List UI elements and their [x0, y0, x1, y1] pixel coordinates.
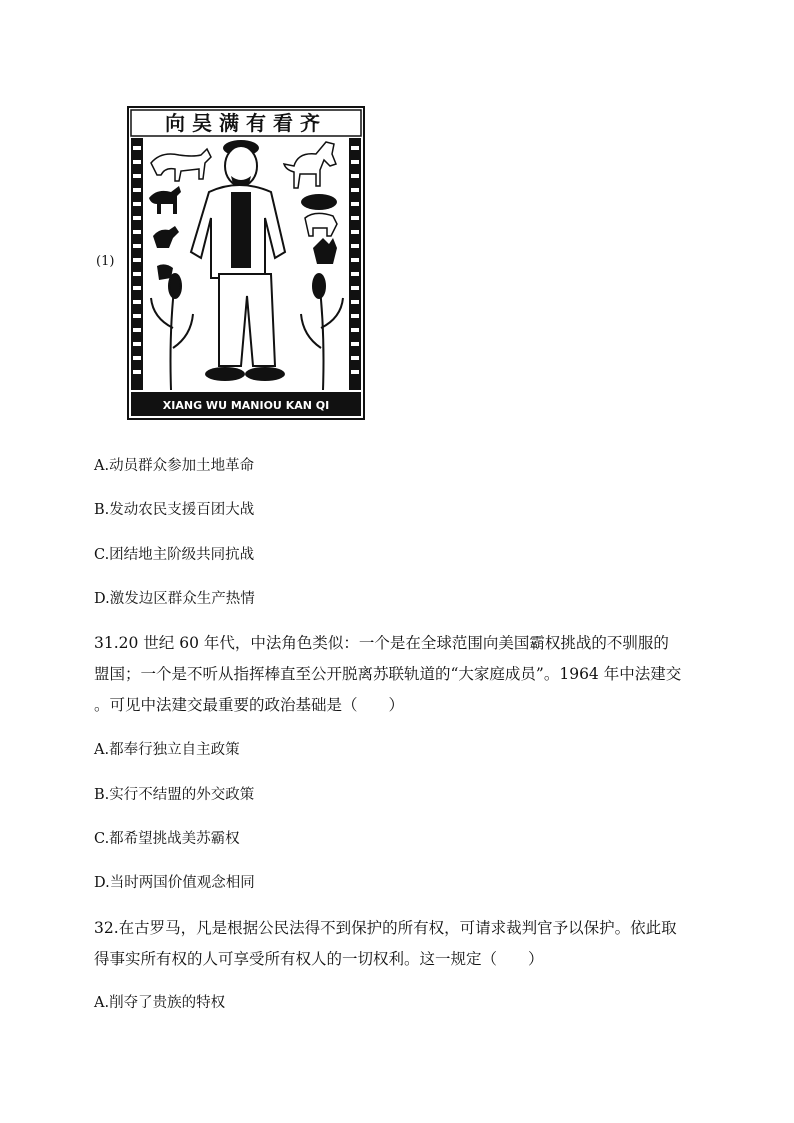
- q30-option-b: B.发动农民支援百团大战: [94, 502, 255, 518]
- q32-stem-line-2: 得事实所有权的人可享受所有权人的一切权利。这一规定（ ）: [94, 950, 544, 968]
- q32-option-a: A.削夺了贵族的特权: [94, 995, 226, 1011]
- figure-label: (1): [96, 254, 115, 269]
- propaganda-poster-image: [127, 106, 365, 420]
- poster-title: 向吴满有看齐: [165, 111, 327, 135]
- q32-stem-line-1: 32.在古罗马，凡是根据公民法得不到保护的所有权，可请求裁判官予以保护。依此取: [94, 919, 677, 937]
- q31-option-a: A.都奉行独立自主政策: [94, 742, 240, 758]
- q31-stem-line-3: 。可见中法建交最重要的政治基础是（ ）: [94, 696, 405, 714]
- corn-right-icon: [301, 274, 343, 390]
- corn-left-icon: [151, 274, 193, 390]
- ox-icon: [151, 149, 211, 181]
- q31-stem-line-2: 盟国；一个是不听从指挥棒直至公开脱离苏联轨道的“大家庭成员”。1964 年中法建交: [94, 665, 682, 683]
- q31-option-d: D.当时两国价值观念相同: [94, 875, 255, 891]
- poster-illustration: [129, 108, 363, 418]
- q30-option-d: D.激发边区群众生产热情: [94, 591, 255, 607]
- q30-option-a: A.动员群众参加土地革命: [94, 458, 255, 474]
- horse-icon: [284, 142, 336, 188]
- farmer-figure: [191, 140, 285, 381]
- animals-right-icon: [301, 194, 337, 264]
- q30-option-c: C.团结地主阶级共同抗战: [94, 547, 255, 563]
- animals-left-icon: [149, 186, 181, 280]
- q31-option-b: B.实行不结盟的外交政策: [94, 787, 255, 803]
- poster-caption: XIANG WU MANIOU KAN QI: [162, 399, 330, 412]
- q31-option-c: C.都希望挑战美苏霸权: [94, 831, 240, 847]
- q31-stem-line-1: 31.20 世纪 60 年代，中法角色类似：一个是在全球范围向美国霸权挑战的不驯服的: [94, 634, 669, 652]
